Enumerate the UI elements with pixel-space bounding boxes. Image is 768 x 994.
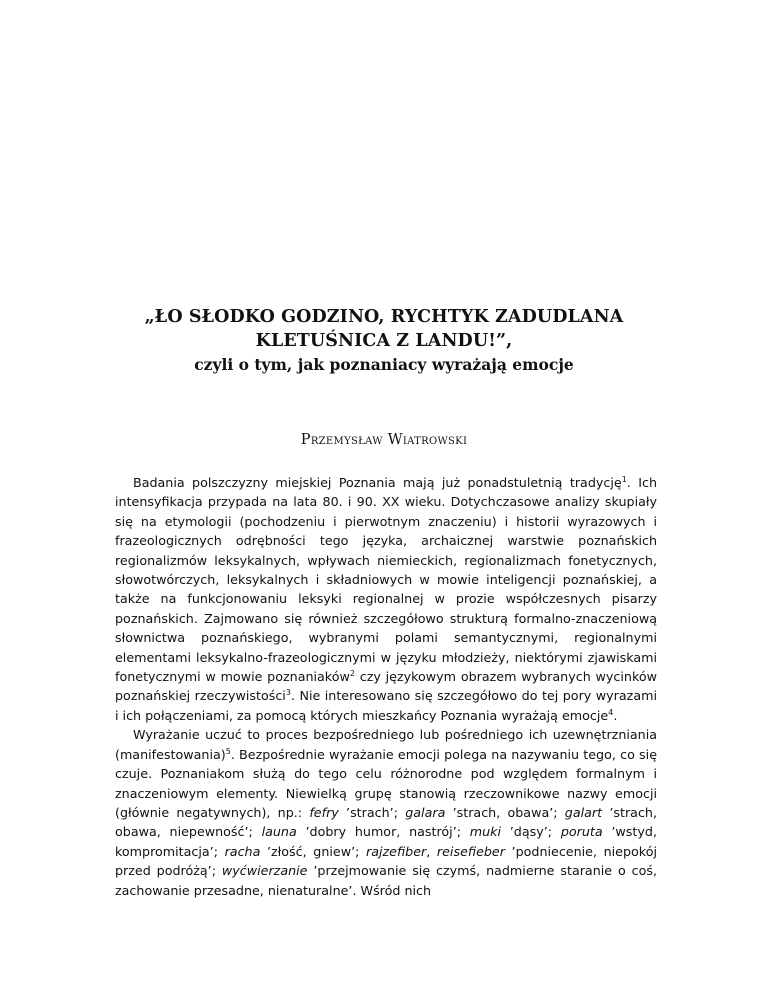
footnote-ref-2[interactable]: 2 xyxy=(349,669,355,679)
word-gloss: ’strach, obawa’; xyxy=(445,804,565,820)
word-gloss: ’przejmowanie się czymś, nadmierne staranie o coś, zachowanie przesadne, nienaturalne’. Wśród nich xyxy=(115,863,657,898)
paragraph-1-text: Badania polszczyzny miejskiej Poznania mają już ponadstuletnią tradycję xyxy=(133,475,622,490)
footnote-ref-4[interactable]: 4 xyxy=(608,707,614,717)
regional-word: fefry xyxy=(309,804,339,820)
regional-word: poruta xyxy=(560,824,603,840)
regional-word: reisefieber xyxy=(436,843,505,859)
paragraph-1-text: . Nie interesowano się szczegółowo do tej pory wyrazami i ich połączeniami, za pomocą których mieszkańcy Poznania wyrażają emocje xyxy=(115,688,657,723)
word-gloss: ’wstyd, kompromitacja’; xyxy=(115,824,657,859)
regional-word: rajzefiber xyxy=(366,843,427,859)
title-line-1: „ŁO SŁODKO GODZINO, RYCHTYK ZADUDLANA xyxy=(144,307,624,327)
word-gloss: ’dąsy’; xyxy=(501,824,561,840)
word-gloss: ’podniecenie, niepokój przed podróżą’; xyxy=(115,843,657,879)
regional-word: muki xyxy=(469,824,502,840)
word-gloss: ’dobry humor, nastrój’; xyxy=(296,824,470,840)
regional-word: galart xyxy=(564,804,603,820)
article-body xyxy=(115,473,657,900)
paragraph-1-text: . Ich intensyfikacja przypada na lata 80. i 90. XX wieku. Dotychczasowe analizy skupiały się na etymologii (pochodzeniu i pierwotnym znaczeniu) i historii wyrazowych i frazeologicznych odrębności tego języka, archaicznej warstwie poznańskich regionalizmów leksykalnych, wpływach niemieckich, regionalizmach fonetycznych, słowotwórczych, leksykalnych i składniowych w mowie inteligencji poznańskiej, a także na funkcjonowaniu leksyki regionalnej w prozie współczesnych pisarzy poznańskich. Zajmowano się również szczegółowo strukturą formalno-znaczeniową słownictwa poznańskiego, wybranymi polami semantycznymi, regionalnymi elementami leksykalno-frazeologicznymi w języku młodzieży, niektórymi zjawiskami fonetycznymi w mowie poznaniaków xyxy=(115,475,657,685)
paragraph-2 xyxy=(115,725,657,900)
paragraph-1-text: czy językowym obrazem wybranych wycinków poznańskiej rzeczywistości xyxy=(115,669,657,704)
paragraph-1-text: . xyxy=(613,707,618,723)
footnote-ref-5[interactable]: 5 xyxy=(225,746,231,756)
word-gloss: ’strach’; xyxy=(338,804,406,820)
regional-word: launa xyxy=(261,824,297,840)
footnote-ref-1[interactable]: 1 xyxy=(621,475,627,484)
word-gloss: ’złość, gniew’; xyxy=(260,843,366,859)
word-gloss: ’strach, obawa, niepewność’; xyxy=(115,804,658,840)
footnote-ref-3[interactable]: 3 xyxy=(285,688,291,698)
regional-word: racha xyxy=(224,843,261,859)
word-separator: , xyxy=(426,843,437,859)
regional-word: galara xyxy=(405,804,446,820)
article-title xyxy=(100,305,668,377)
paragraph-2-text: Wyrażanie uczuć to proces bezpośredniego lub pośredniego ich uzewnętrzniania (manifestowania) xyxy=(115,727,657,762)
title-line-2: KLETUŚNICA Z LANDU!”, xyxy=(255,331,513,351)
regional-word: wyćwierzanie xyxy=(221,863,308,879)
author-name: Przemysław Wiatrowski xyxy=(300,432,468,448)
paragraph-1 xyxy=(115,473,657,725)
paragraph-2-text: . Bezpośrednie wyrażanie emocji polega na nazywaniu tego, co się czuje. Poznaniakom służą do tego celu różnorodne pod względem formalnym i znaczeniowym elementy. Niewielką grupę stanowią rzeczownikowe nazwy emocji (głównie negatywnych), np.: xyxy=(115,746,657,820)
title-subtitle: czyli o tym, jak poznaniacy wyrażają emocje xyxy=(194,355,574,374)
